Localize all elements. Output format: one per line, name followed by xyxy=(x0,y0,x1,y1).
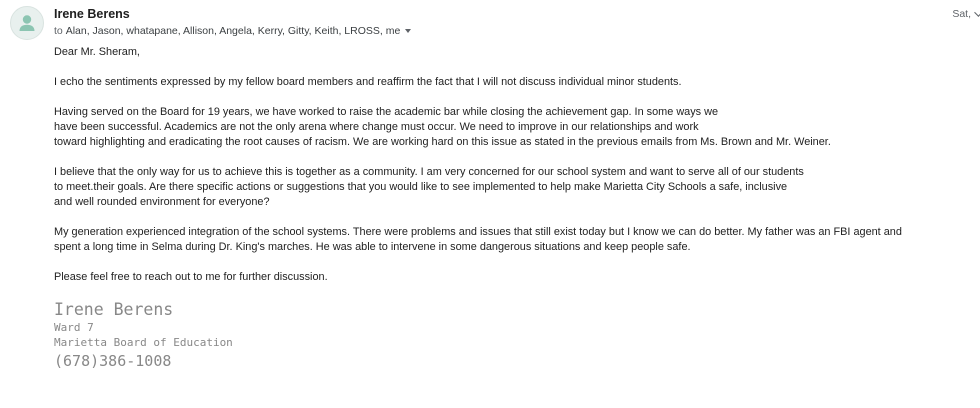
paragraph-3 xyxy=(54,165,954,210)
paragraph-line: toward highlighting and eradicating the root causes of racism. We are working hard on this issue as stated in the previous emails from Ms. Brown and Mr. Weiner. xyxy=(54,136,831,148)
sender-name: Irene Berens xyxy=(54,7,130,21)
paragraph-1 xyxy=(54,75,954,90)
chevron-down-icon[interactable] xyxy=(405,29,411,33)
signature-organization: Marietta Board of Education xyxy=(54,336,233,349)
paragraph-line: I echo the sentiments expressed by my fellow board members and reaffirm the fact that I will not discuss individual minor students. xyxy=(54,76,682,88)
greeting: Dear Mr. Sheram, xyxy=(54,46,140,58)
signature-block xyxy=(54,300,233,371)
paragraph-line: spent a long time in Selma during Dr. King's marches. He was able to intervene in some dangerous situations and keep people safe. xyxy=(54,241,691,253)
recipients-line xyxy=(54,25,411,37)
paragraph-line: Having served on the Board for 19 years, we have worked to raise the academic bar while closing the achievement gap. In some ways we xyxy=(54,106,719,118)
avatar[interactable] xyxy=(10,6,44,40)
to-prefix: to xyxy=(54,25,63,37)
signature-phone[interactable]: (678)386-1008 xyxy=(54,352,172,370)
paragraph-2 xyxy=(54,105,954,150)
signature-name: Irene Berens xyxy=(54,300,174,319)
message-date xyxy=(952,8,980,20)
paragraph-5 xyxy=(54,270,954,285)
paragraph-line: I believe that the only way for us to achieve this is together as a community. I am very concerned for our school system and want to serve all of our students xyxy=(54,166,804,178)
paragraph-line: Please feel free to reach out to me for further discussion. xyxy=(54,271,328,283)
recipient-list: Alan, Jason, whatapane, Allison, Angela, Kerry, Gitty, Keith, LROSS, me xyxy=(65,25,401,37)
chevron-down-icon[interactable] xyxy=(974,8,980,16)
paragraph-line: and well rounded environment for everyone? xyxy=(54,196,270,208)
date-text: Sat, xyxy=(952,8,971,20)
paragraph-line: My generation experienced integration of the school systems. There were problems and issues that still exist today but I know we can do better. My father was an FBI agent and xyxy=(54,226,902,238)
paragraph-4 xyxy=(54,225,954,255)
signature-ward: Ward 7 xyxy=(54,321,94,334)
message-body xyxy=(54,45,954,285)
paragraph-line: to meet.their goals. Are there specific actions or suggestions that you would like to see implemented to help make Marietta City Schools a safe, inclusive xyxy=(54,181,788,193)
person-icon xyxy=(11,7,43,39)
paragraph-line: have been successful. Academics are not the only arena where change must occur. We need to improve in our relationships and work xyxy=(54,121,699,133)
